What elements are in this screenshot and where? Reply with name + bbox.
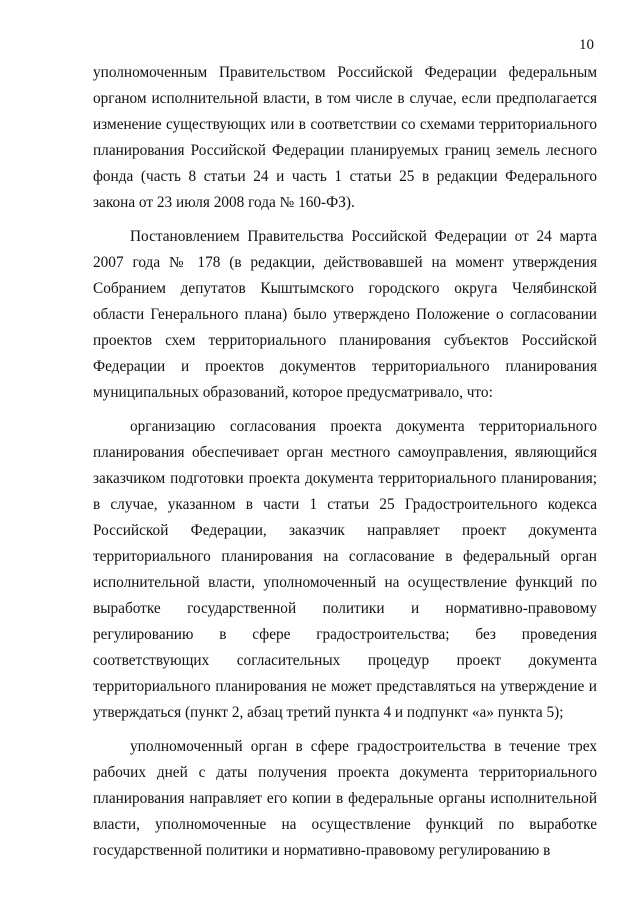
paragraph-4: уполномоченный орган в сфере градостроительства в течение трех рабочих дней с даты получения проекта документа территориального планирования направляет его копии в федеральные органы исполнительной власти, уполномоченные на осуществление функций по выработке государственной политики и нормативно-правовому регулированию в — [93, 738, 597, 859]
paragraph-1: уполномоченным Правительством Российской Федерации федеральным органом исполнительной власти, в том числе в случае, если предполагается изменение существующих или в соответствии со схемами территориального планирования Российской Федерации планируемых границ земель лесного фонда (часть 8 статьи 24 и часть 1 статьи 25 в редакции Федерального закона от 23 июля 2008 года № 160-ФЗ). — [93, 64, 597, 211]
page-number: 10 — [579, 37, 594, 53]
paragraph-3: организацию согласования проекта документа территориального планирования обеспечивает орган местного самоуправления, являющийся заказчиком подготовки проекта документа территориального планирования; в случае, указанном в части 1 статьи 25 Градостроительного кодекса Российской Федерации, заказчик направляет проект документа территориального планирования на согласование в федеральный орган исполнительной власти, уполномоченный на осуществление функций по выработке государственной политики и нормативно-правовому регулированию в сфере градостроительства; без проведения соответствующих согласительных процедур проект документа территориального планирования не может представляться на утверждение и утверждаться (пункт 2, абзац третий пункта 4 и подпункт «а» пункта 5); — [93, 418, 597, 721]
paragraph-2: Постановлением Правительства Российской Федерации от 24 марта 2007 года № 178 (в редакции, действовавшей на момент утверждения Собранием депутатов Кыштымского городского округа Челябинской области Генерального плана) было утверждено Положение о согласовании проектов схем территориального планирования субъектов Российской Федерации и проектов документов территориального планирования муниципальных образований, которое предусматривало, что: — [93, 228, 597, 401]
document-body — [93, 60, 597, 864]
